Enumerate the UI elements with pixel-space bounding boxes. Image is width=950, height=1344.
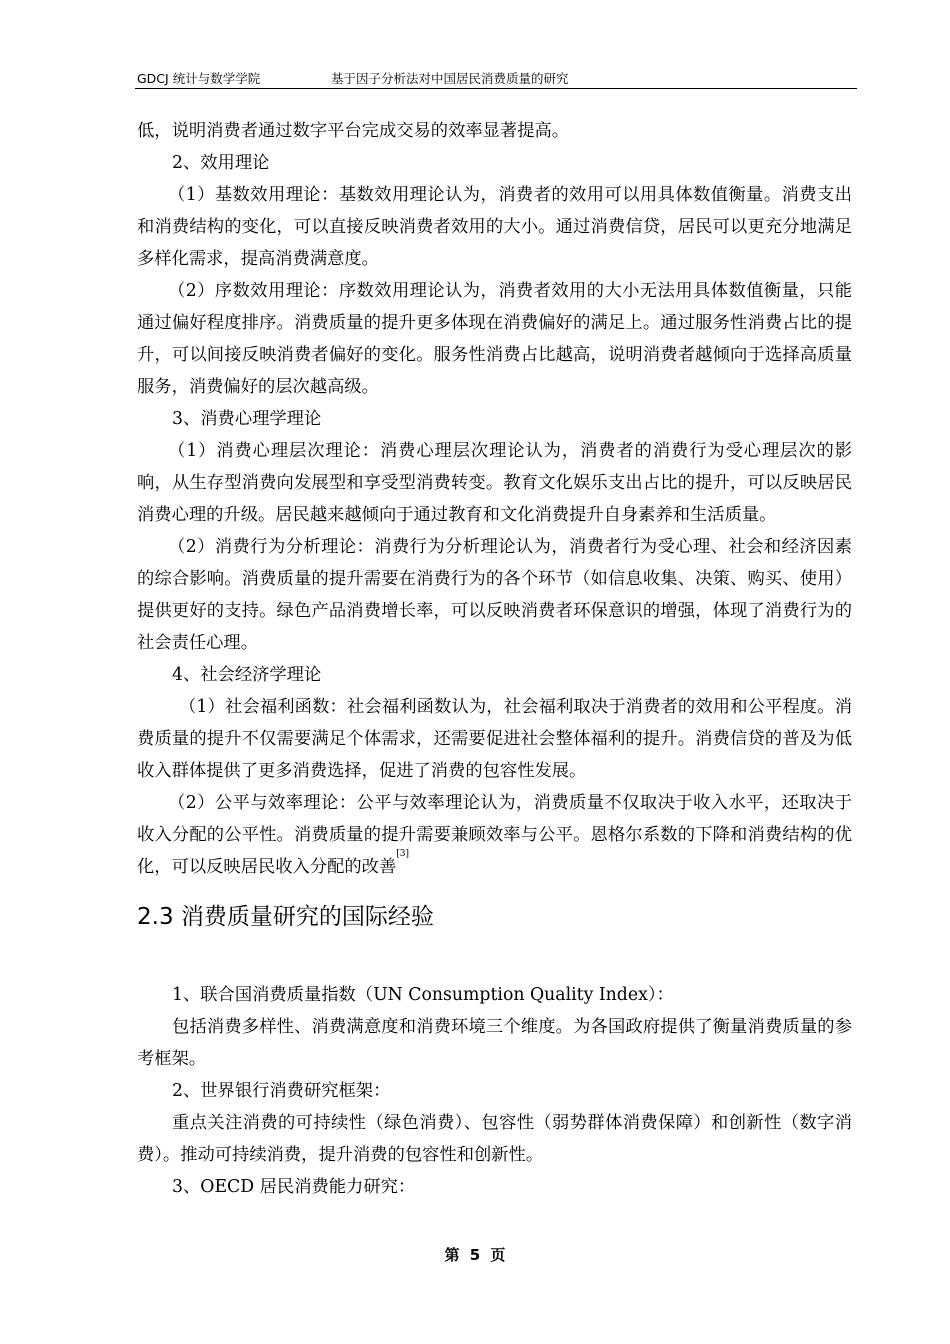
section-item-heading: 2、世界银行消费研究框架：	[172, 1081, 391, 1101]
paragraph-text: （2）公平与效率理论：公平与效率理论认为，消费质量不仅取决于收入水平，还取决于收入分配的公平性。消费质量的提升需要兼顾效率与公平。恩格尔系数的下降和消费结构的优化，可以反映居民收入分配的改善	[137, 793, 852, 877]
paragraph: （2）消费行为分析理论：消费行为分析理论认为，消费者行为受心理、社会和经济因素的综合影响。消费质量的提升需要在消费行为的各个环节（如信息收集、决策、购买、使用）提供更好的支持。绿色产品消费增长率，可以反映消费者环保意识的增强，体现了消费行为的社会责任心理。	[137, 537, 852, 653]
paragraph: 重点关注消费的可持续性（绿色消费）、包容性（弱势群体消费保障）和创新性（数字消费）。推动可持续消费，提升消费的包容性和创新性。	[137, 1113, 852, 1165]
section-heading: 2.3 消费质量研究的国际经验	[137, 904, 434, 930]
paragraph	[137, 787, 852, 883]
section-item-heading: 2、效用理论	[172, 153, 270, 173]
paragraph: 低，说明消费者通过数字平台完成交易的效率显著提高。	[137, 121, 570, 141]
header-institution: GDCJ 统计与数学学院	[137, 71, 261, 86]
paragraph: （1）消费心理层次理论：消费心理层次理论认为，消费者的消费行为受心理层次的影响，从生存型消费向发展型和享受型消费转变。教育文化娱乐支出占比的提升，可以反映居民消费心理的升级。居民越来越倾向于通过教育和文化消费提升自身素养和生活质量。	[137, 441, 852, 525]
section-item-heading: 1、联合国消费质量指数（UN Consumption Quality Index）：	[172, 985, 674, 1005]
page-number: 第 5 页	[444, 1246, 506, 1264]
section-item-heading: 4、社会经济学理论	[172, 665, 322, 685]
header-paper-title: 基于因子分析法对中国居民消费质量的研究	[331, 71, 569, 86]
paragraph: （2）序数效用理论：序数效用理论认为，消费者效用的大小无法用具体数值衡量，只能通过偏好程度排序。消费质量的提升更多体现在消费偏好的满足上。通过服务性消费占比的提升，可以间接反映消费者偏好的变化。服务性消费占比越高，说明消费者越倾向于选择高质量服务，消费偏好的层次越高级。	[137, 281, 852, 397]
paragraph: （1）基数效用理论：基数效用理论认为，消费者的效用可以用具体数值衡量。消费支出和消费结构的变化，可以直接反映消费者效用的大小。通过消费信贷，居民可以更充分地满足多样化需求，提高消费满意度。	[137, 185, 852, 269]
paragraph: 包括消费多样性、消费满意度和消费环境三个维度。为各国政府提供了衡量消费质量的参考框架。	[137, 1017, 852, 1069]
paragraph: （1）社会福利函数：社会福利函数认为，社会福利取决于消费者的效用和公平程度。消费质量的提升不仅需要满足个体需求，还需要促进社会整体福利的提升。消费信贷的普及为低收入群体提供了更多消费选择，促进了消费的包容性发展。	[137, 697, 852, 781]
page-header	[135, 71, 857, 89]
body-text	[137, 115, 852, 1203]
section-item-heading: 3、OECD 居民消费能力研究：	[172, 1177, 416, 1197]
citation-ref: [3]	[396, 849, 409, 859]
section-item-heading: 3、消费心理学理论	[172, 409, 322, 429]
